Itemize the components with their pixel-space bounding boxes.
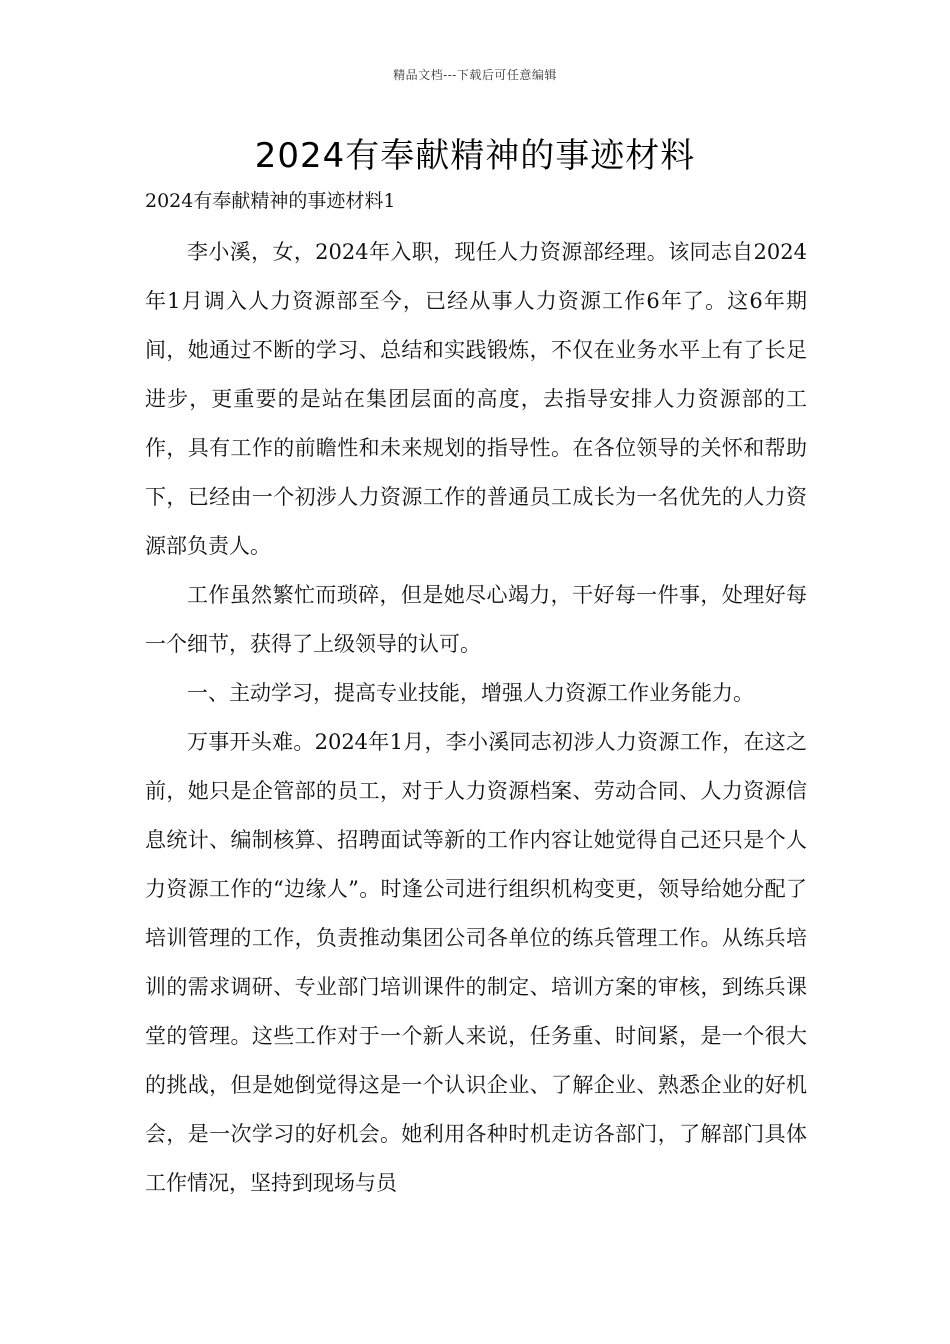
document-body: [145, 228, 807, 1208]
paragraph-3-heading: 一、主动学习，提高专业技能，增强人力资源工作业务能力。: [187, 681, 754, 705]
header-note: 精品文档---下载后可任意编辑: [393, 68, 557, 82]
document-subtitle: 2024有奉献精神的事迹材料1: [145, 190, 396, 212]
paragraph-2: 工作虽然繁忙而琐碎，但是她尽心竭力，干好每一件事，处理好每一个细节，获得了上级领导的认可。: [145, 583, 807, 656]
paragraph-4: 万事开头难。2024年1月，李小溪同志初涉人力资源工作，在这之前，她只是企管部的员工，对于人力资源档案、劳动合同、人力资源信息统计、编制核算、招聘面试等新的工作内容让她觉得自己还只是个人力资源工作的“边缘人”。时逢公司进行组织机构变更，领导给她分配了培训管理的工作，负责推动集团公司各单位的练兵管理工作。从练兵培训的需求调研、专业部门培训课件的制定、培训方案的审核，到练兵课堂的管理。这些工作对于一个新人来说，任务重、时间紧，是一个很大的挑战，但是她倒觉得这是一个认识企业、了解企业、熟悉企业的好机会，是一次学习的好机会。她利用各种时机走访各部门，了解部门具体工作情况，坚持到现场与员: [145, 730, 807, 1195]
document-title: 2024有奉献精神的事迹材料: [254, 136, 696, 176]
paragraph-1: 李小溪，女，2024年入职，现任人力资源部经理。该同志自2024年1月调入人力资源部至今，已经从事人力资源工作6年了。这6年期间，她通过不断的学习、总结和实践锻炼，不仅在业务水平上有了长足进步，更重要的是站在集团层面的高度，去指导安排人力资源部的工作，具有工作的前瞻性和未来规划的指导性。在各位领导的关怀和帮助下，已经由一个初涉人力资源工作的普通员工成长为一名优先的人力资源部负责人。: [145, 240, 807, 558]
